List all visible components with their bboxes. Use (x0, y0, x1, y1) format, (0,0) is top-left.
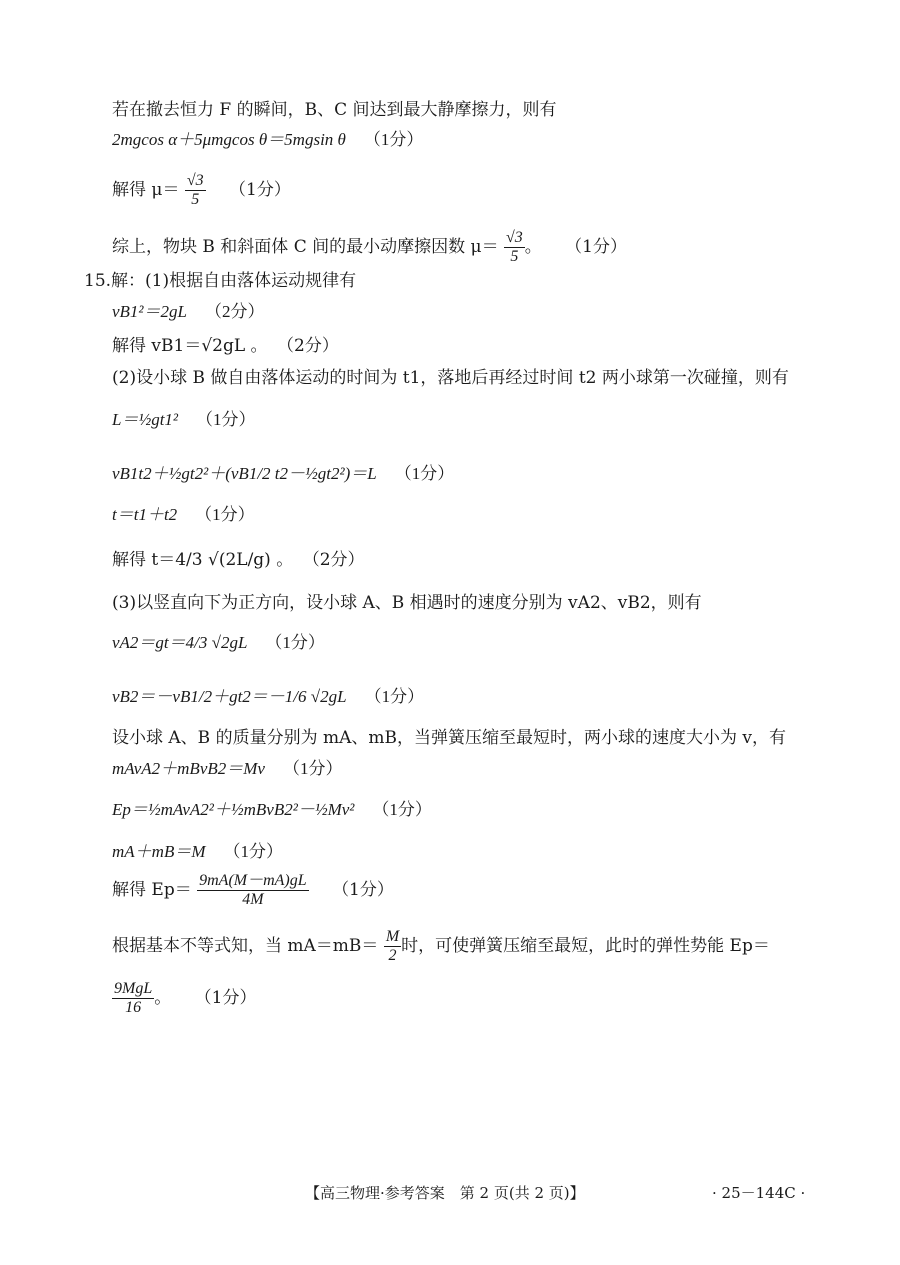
fraction (112, 980, 154, 1017)
denominator: 5 (510, 248, 519, 265)
equation-line (112, 300, 264, 324)
score: （2分） (285, 336, 339, 356)
document-code: · 25－144C · (712, 1184, 806, 1202)
text: 解得 μ＝ (112, 180, 180, 200)
text: 解：(1)根据自由落体运动规律有 (111, 271, 357, 291)
equation-line (112, 840, 283, 864)
score: （1分） (565, 237, 627, 257)
equation: 解得 t＝4/3 √(2L/g) 。 (112, 550, 294, 570)
equation: 2mgcos α＋5μmgcos θ＝5mgsin θ (112, 130, 346, 149)
equation: Ep＝½mAvA2²＋½mBvB2²－½Mv² (112, 800, 355, 819)
denominator: 2 (388, 947, 397, 964)
page-footer: 【高三物理·参考答案 第 2 页(共 2 页)】 (305, 1184, 585, 1202)
equation-line (112, 757, 342, 781)
equation: mAvA2＋mBvB2＝Mv (112, 759, 265, 778)
text-line (112, 591, 702, 615)
equation: t＝t1＋t2 (112, 505, 178, 524)
numerator: 9MgL (114, 980, 153, 997)
score: （1分） (363, 130, 424, 149)
score: （1分） (265, 633, 325, 652)
equation-line (112, 128, 423, 152)
equation: vB1t2＋½gt2²＋(vB1/2 t2－½gt2²)＝L (112, 464, 377, 483)
equation-line (112, 172, 291, 209)
question-line (84, 269, 356, 293)
text-line (112, 98, 557, 122)
equation-line (112, 631, 325, 655)
score: （1分） (195, 505, 255, 524)
equation-line (112, 872, 394, 909)
equation: vB2＝－vB1/2＋gt2＝－1/6 √2gL (112, 687, 347, 706)
score: （1分） (394, 464, 455, 483)
denominator: 4M (242, 891, 264, 908)
text-line (112, 980, 256, 1017)
numerator: M (385, 928, 400, 945)
fraction (504, 229, 525, 266)
score: （1分） (372, 800, 432, 819)
score: （1分） (196, 410, 256, 429)
text: 设小球 A、B 的质量分别为 mA、mB，当弹簧压缩至最短时，两小球的速度大小为 v，有 (112, 728, 786, 748)
equation-line (112, 408, 256, 432)
score: （1分） (229, 180, 291, 200)
fraction (185, 172, 206, 209)
text: 。 (524, 237, 542, 257)
text-line (112, 726, 786, 750)
text: 综上，物块 B 和斜面体 C 间的最小动摩擦因数 μ＝ (112, 237, 499, 257)
score: （1分） (223, 842, 283, 861)
text: 若在撤去恒力 F 的瞬间，B、C 间达到最大静摩擦力，则有 (112, 100, 557, 120)
denominator: 5 (191, 191, 200, 208)
equation-line (112, 798, 432, 822)
text: (2)设小球 B 做自由落体运动的时间为 t1，落地后再经过时间 t2 两小球第一次碰撞，则有 (112, 368, 789, 388)
score: （1分） (282, 759, 343, 778)
score: （2分） (204, 302, 265, 321)
fraction (384, 928, 401, 965)
text: 。 (154, 988, 172, 1008)
equation-line (112, 548, 365, 572)
numerator: √3 (505, 229, 523, 246)
numerator: 9mA(M－mA)gL (199, 872, 307, 889)
score: （1分） (332, 880, 394, 900)
equation-line (112, 334, 339, 358)
text-line (112, 928, 770, 965)
score: （2分） (311, 550, 365, 570)
numerator: √3 (186, 172, 204, 189)
text: 时，可使弹簧压缩至最短，此时的弹性势能 Ep＝ (401, 936, 770, 956)
text: (3)以竖直向下为正方向，设小球 A、B 相遇时的速度分别为 vA2、vB2，则有 (112, 593, 702, 613)
equation-line (112, 685, 424, 709)
text: 解得 Ep＝ (112, 880, 192, 900)
denominator: 16 (125, 999, 142, 1016)
equation-line (112, 503, 255, 527)
text: 根据基本不等式知，当 mA＝mB＝ (112, 936, 379, 956)
equation: L＝½gt1² (112, 410, 179, 429)
score: （1分） (364, 687, 425, 706)
text-line (112, 366, 789, 390)
equation: vA2＝gt＝4/3 √2gL (112, 633, 248, 652)
equation: vB1²＝2gL (112, 302, 187, 321)
question-number: 15. (84, 271, 112, 291)
equation-line (112, 462, 454, 486)
text-line (112, 229, 627, 266)
score: （1分） (194, 988, 257, 1008)
equation: 解得 vB1＝√2gL 。 (112, 336, 268, 356)
fraction (197, 872, 309, 909)
equation: mA＋mB＝M (112, 842, 206, 861)
